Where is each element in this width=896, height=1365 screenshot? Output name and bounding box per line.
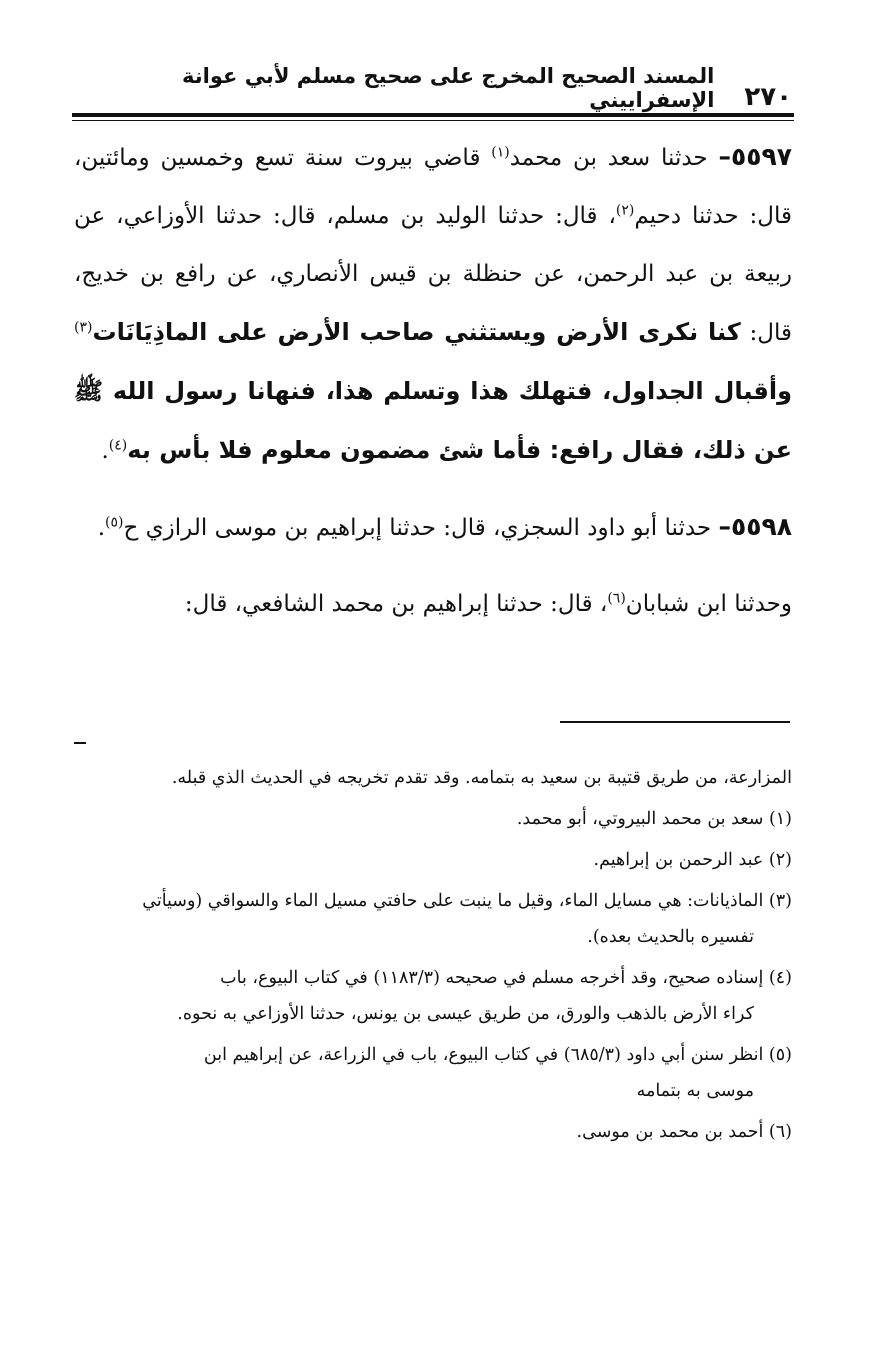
footnote-ref: (٢) — [615, 202, 635, 219]
footnote-4 — [74, 960, 792, 1032]
paragraph — [74, 575, 792, 633]
footnote-continued: المزارعة، من طريق قتيبة بن سعيد به بتمامه. وقد تقدم تخريجه في الحديث الذي قبله. — [171, 768, 792, 788]
footnote-separator — [560, 721, 790, 723]
footnote-line: كراء الأرض بالذهب والورق، من طريق عيسى بن يونس، حدثنا الأوزاعي به نحوه. — [177, 1004, 754, 1024]
footnote-line: تفسيره بالحديث بعده). — [587, 927, 754, 947]
text-run: حدثنا سعد بن محمد — [509, 145, 719, 171]
footnote-ref: (٣) — [74, 319, 93, 336]
footnote-ref: (١) — [491, 144, 510, 161]
text-run: . — [101, 438, 109, 464]
text-run: ، قال: حدثنا إبراهيم بن محمد الشافعي، قال: — [184, 591, 608, 617]
text-run: حدثنا أبو داود السجزي، قال: حدثنا إبراهيم بن موسى الرازي ح — [123, 515, 719, 541]
hadith-number: ٥٥٩٧– — [718, 142, 792, 171]
footnote-ref: (٤) — [108, 437, 128, 454]
footnote-2: (٢) عبد الرحمن بن إبراهيم. — [593, 850, 792, 870]
running-title: المسند الصحيح المخرج على صحيح مسلم لأبي عوانة الإسفراييني — [182, 64, 715, 112]
footnote-3 — [74, 883, 792, 955]
running-header — [72, 64, 792, 112]
footnote-6: (٦) أحمد بن محمد بن موسى. — [576, 1122, 792, 1142]
text-run: قاضي بيروت سنة تسع وخمسين ومائتين، قال: حدثنا دحيم — [74, 145, 792, 229]
text-run: . — [97, 515, 106, 541]
footnote-line: (٣) الماذيانات: هي مسايل الماء، وقيل ما ينبت على حافتي مسيل الماء والسواقي (وسيأتي — [142, 891, 792, 911]
hadith-matn: كنا نكرى الأرض ويستثني صاحب الأرض على الماذِيَانَات — [92, 318, 741, 346]
hadith-5598 — [74, 498, 792, 557]
continuation-mark — [74, 742, 86, 744]
hadith-number: ٥٥٩٨– — [718, 512, 792, 541]
header-rule-thin — [72, 120, 794, 121]
footnote-1: (١) سعد بن محمد البيروتي، أبو محمد. — [516, 809, 792, 829]
footnote-ref: (٦) — [607, 590, 626, 607]
hadith-5597 — [74, 128, 792, 480]
page-number: ٢٧٠ — [744, 82, 792, 112]
footnotes — [74, 760, 792, 1155]
footnote-5 — [74, 1037, 792, 1109]
footnote-line: (٥) انظر سنن أبي داود (٦٨٥/٣) في كتاب البيوع، باب في الزراعة، عن إبراهيم ابن — [203, 1045, 792, 1065]
header-rule-thick — [72, 113, 794, 117]
footnote-line: موسى به بتمامه — [636, 1081, 754, 1101]
footnote-ref: (٥) — [105, 514, 124, 531]
main-text — [74, 128, 792, 633]
hadith-matn: وأقبال الجداول، فتهلك هذا وتسلم هذا، فنهانا رسول الله ﷺ عن ذلك، فقال رافع: فأما شئ مضمون معلوم فلا بأس به — [74, 377, 792, 464]
text-run: وحدثنا ابن شبابان — [625, 591, 792, 617]
footnote-line: (٤) إسناده صحيح، وقد أخرجه مسلم في صحيحه (١١٨٣/٣) في كتاب البيوع، باب — [220, 968, 792, 988]
text-run: ، قال: حدثنا الوليد بن مسلم، قال: حدثنا الأوزاعي، عن ربيعة بن عبد الرحمن، عن حنظلة بن قيس الأنصاري، عن رافع بن خديج، قال: — [74, 203, 792, 346]
